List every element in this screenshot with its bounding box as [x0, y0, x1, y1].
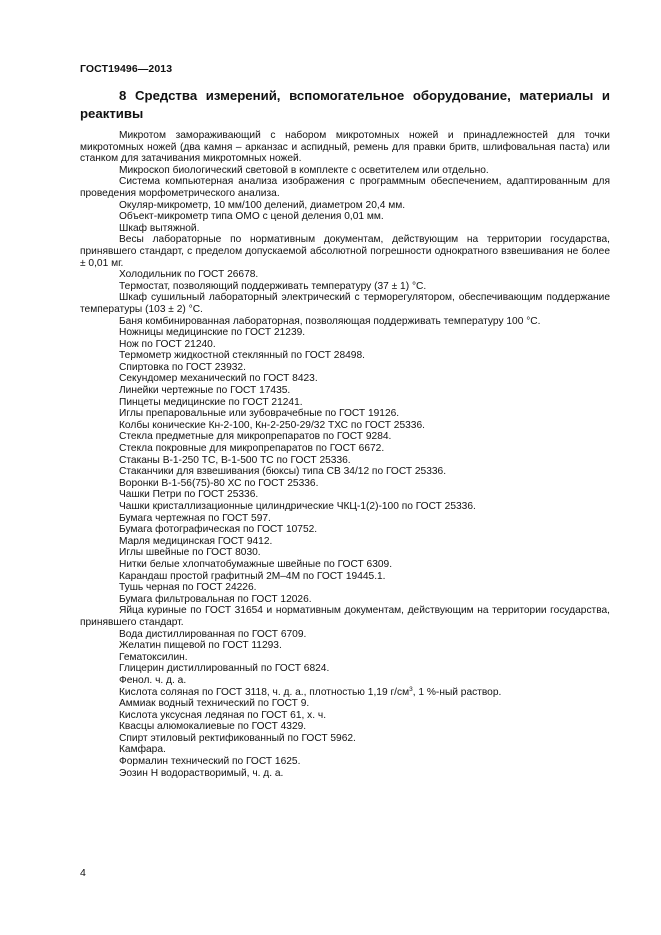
section-body	[80, 130, 610, 779]
paragraph: Квасцы алюмокалиевые по ГОСТ 4329.	[119, 721, 307, 733]
document-header: ГОСТ19496—2013	[80, 63, 173, 75]
paragraph: Шкаф вытяжной.	[119, 222, 200, 234]
paragraph: Фенол. ч. д. а.	[119, 674, 187, 686]
paragraph: Шкаф сушильный лабораторный электрический с терморегулятором, обеспечивающим поддержание температуры (103 ± 2) °С.	[80, 292, 610, 315]
paragraph: Вода дистиллированная по ГОСТ 6709.	[119, 628, 307, 640]
paragraph: Карандаш простой графитный 2М–4М по ГОСТ 19445.1.	[119, 570, 386, 582]
paragraph: Чашки кристаллизационные цилиндрические ЧКЦ-1(2)-100 по ГОСТ 25336.	[119, 501, 476, 512]
paragraph: Нож по ГОСТ 21240.	[119, 338, 216, 350]
paragraph: Бумага фильтровальная по ГОСТ 12026.	[119, 593, 312, 605]
paragraph: Кислота уксусная ледяная по ГОСТ 61, х. ч.	[119, 709, 327, 721]
paragraph: Баня комбинированная лабораторная, позволяющая поддерживать температуру 100 °С.	[119, 315, 541, 327]
paragraph: Камфара.	[119, 744, 166, 756]
paragraph: Стекла предметные для микропрепаратов по ГОСТ 9284.	[119, 431, 392, 443]
paragraph: Бумага фотографическая по ГОСТ 10752.	[119, 524, 318, 536]
paragraph: Термометр жидкостной стеклянный по ГОСТ 28498.	[119, 350, 365, 362]
paragraph: Стекла покровные для микропрепаратов по ГОСТ 6672.	[119, 443, 385, 455]
paragraph: Желатин пищевой по ГОСТ 11293.	[119, 640, 282, 652]
paragraph: Глицерин дистиллированный по ГОСТ 6824.	[119, 663, 330, 675]
paragraph: Пинцеты медицинские по ГОСТ 21241.	[119, 396, 303, 408]
acid-text-end: , 1 %-ный раствор.	[412, 686, 502, 698]
paragraph: Иглы швейные по ГОСТ 8030.	[119, 547, 261, 559]
paragraph: Термостат, позволяющий поддерживать температуру (37 ± 1) °С.	[119, 280, 427, 292]
acid-superscript: 3	[409, 685, 413, 693]
paragraph: Холодильник по ГОСТ 26678.	[119, 269, 259, 281]
paragraph: Бумага чертежная по ГОСТ 597.	[119, 512, 271, 524]
paragraph: Эозин Н водорастворимый, ч. д. а.	[119, 767, 284, 779]
paragraph: Тушь черная по ГОСТ 24226.	[119, 582, 257, 594]
paragraph-acid	[80, 687, 610, 699]
paragraph: Спиртовка по ГОСТ 23932.	[119, 361, 246, 373]
paragraph: Гематоксилин.	[119, 651, 188, 663]
paragraph: Яйца куриные по ГОСТ 31654 и нормативным документам, действующим на территории государства, принявшего стандарт.	[80, 605, 610, 628]
paragraph: Спирт этиловый ректификованный по ГОСТ 5962.	[119, 732, 356, 744]
acid-text: Кислота соляная по ГОСТ 3118, ч. д. а., плотностью 1,19 г/см	[119, 686, 410, 698]
paragraph: Марля медицинская ГОСТ 9412.	[119, 535, 273, 547]
section-title: 8 Средства измерений, вспомогательное оборудование, материалы и реактивы	[80, 88, 610, 121]
paragraph: Секундомер механический по ГОСТ 8423.	[119, 373, 318, 385]
paragraph: Линейки чертежные по ГОСТ 17435.	[119, 385, 291, 397]
paragraph: Стаканчики для взвешивания (бюксы) типа СВ 34/12 по ГОСТ 25336.	[119, 466, 447, 478]
page-number: 4	[80, 867, 86, 879]
paragraph: Формалин технический по ГОСТ 1625.	[119, 756, 301, 768]
paragraph: Окуляр-микрометр, 10 мм/100 делений, диаметром 20,4 мм.	[119, 199, 406, 211]
paragraph: Колбы конические Кн-2-100, Кн-2-250-29/32 ТХС по ГОСТ 25336.	[119, 419, 425, 431]
paragraph: Воронки В-1-56(75)-80 ХС по ГОСТ 25336.	[119, 477, 319, 489]
paragraph: Объект-микрометр типа ОМО с ценой деления 0,01 мм.	[119, 211, 384, 223]
paragraph: Весы лабораторные по нормативным документам, действующим на территории государства, принявшего стандарт, с пределом допускаемой абсолютной погрешности однократного взвешивания не более ± 0,01 мг.	[80, 234, 610, 269]
paragraph: Нитки белые хлопчатобумажные швейные по ГОСТ 6309.	[119, 558, 393, 570]
paragraph: Иглы препаровальные или зубоврачебные по ГОСТ 19126.	[119, 408, 400, 420]
paragraph: Микротом замораживающий с набором микротомных ножей и принадлежностей для точки микротомных ножей (два камня – арканзас и аспидный, ремень для правки бритв, шлифовальная паста) или станком для затачивания микротомных ножей.	[80, 130, 610, 165]
paragraph: Микроскоп биологический световой в комплекте с осветителем или отдельно.	[119, 164, 489, 176]
paragraph: Стаканы В-1-250 ТС, В-1-500 ТС по ГОСТ 25336.	[119, 454, 351, 466]
paragraph: Ножницы медицинские по ГОСТ 21239.	[119, 327, 306, 339]
paragraph: Система компьютерная анализа изображения с программным обеспечением, адаптированным для проведения морфометрического анализа.	[80, 176, 610, 199]
paragraph: Чашки Петри по ГОСТ 25336.	[119, 489, 259, 501]
paragraph: Аммиак водный технический по ГОСТ 9.	[119, 698, 310, 710]
